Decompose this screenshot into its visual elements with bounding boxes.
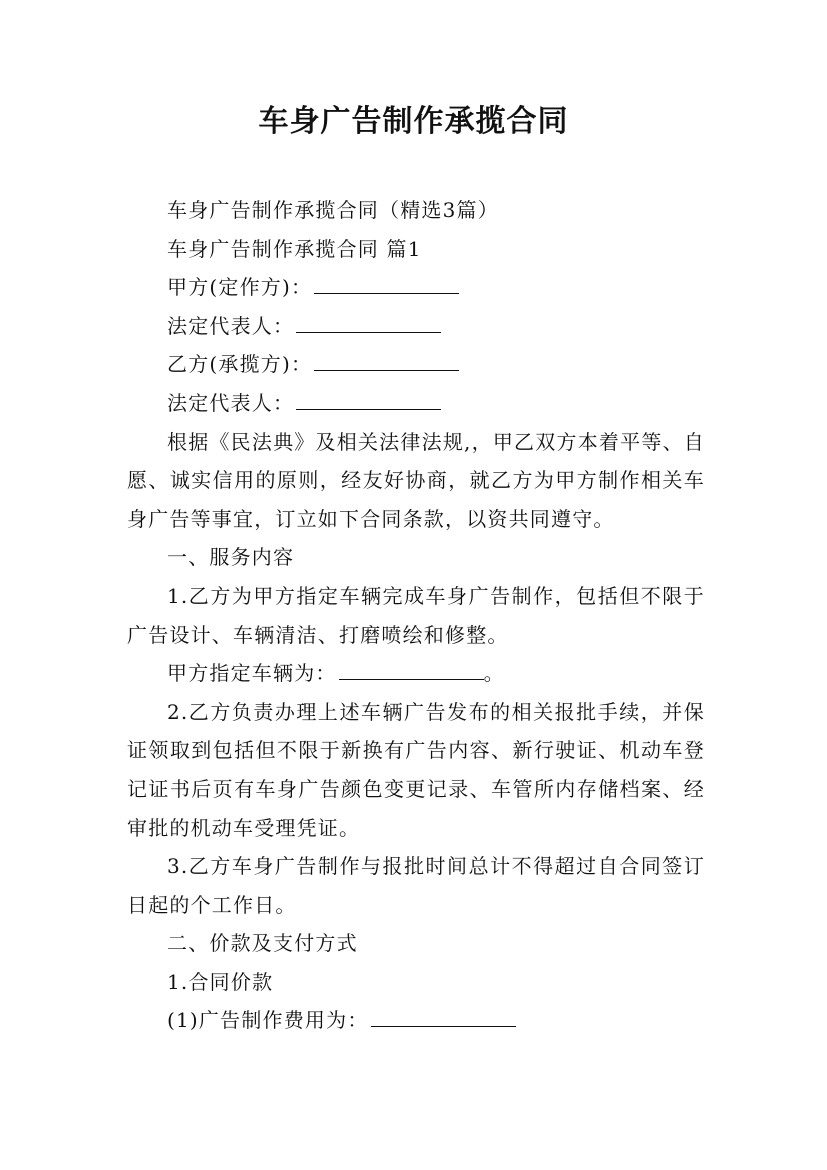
fill-in-blank: [314, 271, 459, 294]
paragraph: [127, 654, 705, 693]
paragraph: [127, 384, 705, 423]
fill-in-blank: [339, 657, 484, 680]
paragraph-text: 乙方(承揽方)：: [167, 352, 313, 377]
paragraph: [127, 307, 705, 346]
paragraph-text: 一、服务内容: [167, 545, 295, 570]
paragraph-text: 根据《民法典》及相关法律法规,，甲乙双方本着平等、自愿、诚实信用的原则，经友好协商，就乙方为甲方制作相关车身广告等事宜，订立如下合同条款，以资共同遵守。: [127, 429, 705, 531]
paragraph: [127, 191, 705, 230]
paragraph-text: 法定代表人：: [167, 390, 295, 415]
paragraph-text: 1.合同价款: [167, 969, 274, 994]
fill-in-blank: [371, 1004, 516, 1027]
paragraph: [127, 345, 705, 384]
paragraph-text: 1.乙方为甲方指定车辆完成车身广告制作，包括但不限于广告设计、车辆清洁、打磨喷绘和修整。: [127, 583, 705, 647]
fill-in-blank: [314, 348, 459, 371]
paragraph: [127, 963, 705, 1002]
paragraph: [127, 577, 705, 654]
paragraph-text: 2.乙方负责办理上述车辆广告发布的相关报批手续，并保证领取到包括但不限于新换有广告内容、新行驶证、机动车登记证书后页有车身广告颜色变更记录、车管所内存储档案、经审批的机动车受理凭证。: [127, 699, 705, 840]
document-body: [127, 191, 705, 1040]
paragraph-text: 3.乙方车身广告制作与报批时间总计不得超过自合同签订日起的个工作日。: [127, 854, 705, 917]
document-title: 车身广告制作承揽合同: [258, 104, 569, 139]
paragraph: [127, 847, 705, 924]
paragraph-text: 二、价款及支付方式: [167, 931, 358, 956]
fill-in-blank: [296, 310, 441, 333]
paragraph: [127, 924, 705, 963]
fill-in-blank: [296, 387, 441, 410]
paragraph-text: 法定代表人：: [167, 313, 295, 338]
paragraph-text: 车身广告制作承揽合同 篇1: [167, 236, 422, 261]
paragraph-text: 甲方(定作方)：: [167, 275, 313, 300]
paragraph-text: 车身广告制作承揽合同（精选3篇）: [167, 198, 499, 222]
paragraph-text: 甲方指定车辆为：: [167, 661, 337, 686]
paragraph: [127, 538, 705, 577]
paragraph-text: (1)广告制作费用为：: [167, 1008, 369, 1033]
paragraph: [127, 268, 705, 307]
paragraph-suffix: 。: [483, 661, 505, 686]
paragraph: [127, 1001, 705, 1040]
paragraph: [127, 230, 705, 269]
paragraph: [127, 423, 705, 539]
paragraph: [127, 693, 705, 847]
